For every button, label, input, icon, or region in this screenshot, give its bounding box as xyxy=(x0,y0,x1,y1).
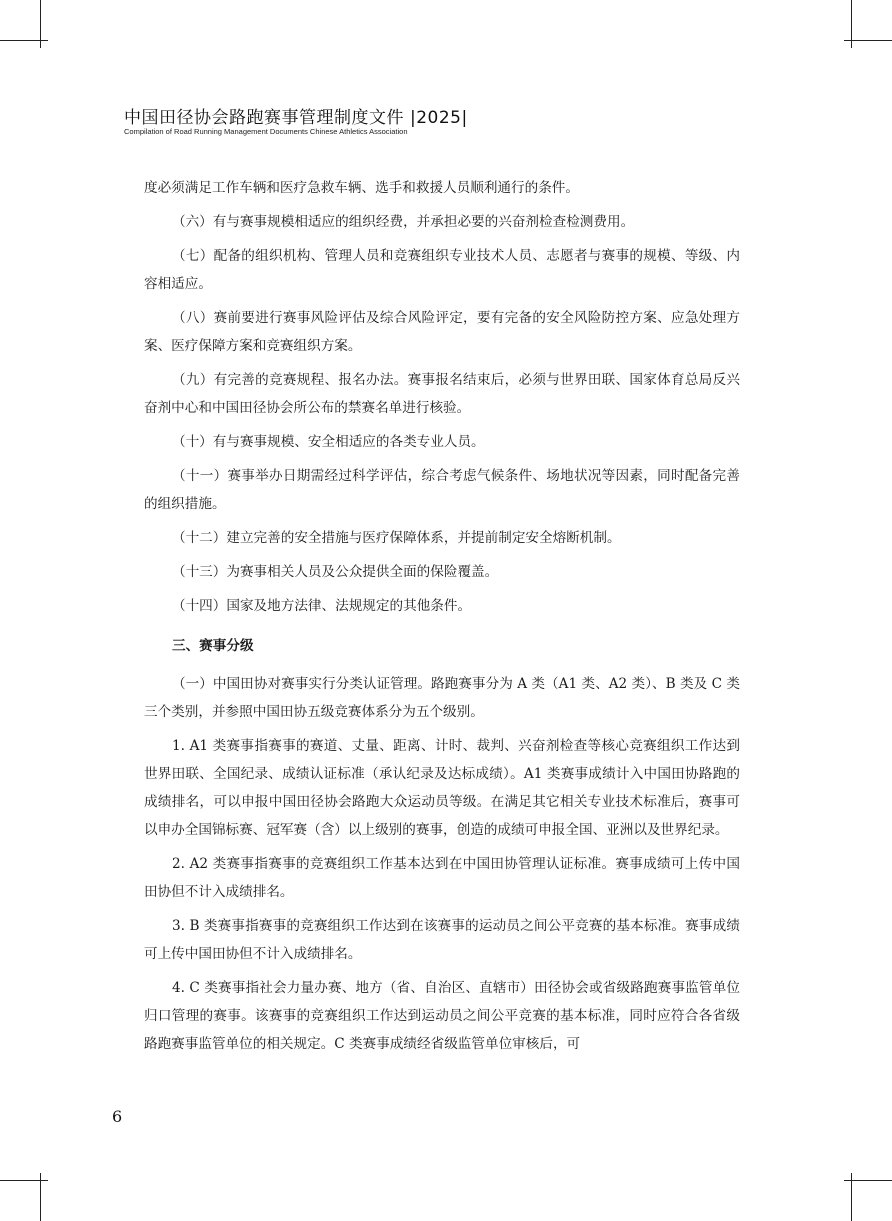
crop-mark xyxy=(844,40,892,41)
paragraph: 4. C 类赛事指社会力量办赛、地方（省、自治区、直辖市）田径协会或省级路跑赛事监管单位归口管理的赛事。该赛事的竞赛组织工作达到运动员之间公平竞赛的基本标准，同时应符合各省级路跑赛事监管单位的相关规定。C 类赛事成绩经省级监管单位审核后，可 xyxy=(144,980,740,1052)
paragraph: （十三）为赛事相关人员及公众提供全面的保险覆盖。 xyxy=(172,564,499,580)
paragraph: （十一）赛事举办日期需经过科学评估，综合考虑气候条件、场地状况等因素，同时配备完善的组织措施。 xyxy=(144,468,740,512)
paragraph: （九）有完善的竞赛规程、报名办法。赛事报名结束后，必须与世界田联、国家体育总局反兴奋剂中心和中国田径协会所公布的禁赛名单进行核验。 xyxy=(144,372,740,416)
header-subtitle: Compilation of Road Running Management Documents Chinese Athletics Association xyxy=(124,127,408,136)
paragraph: （一）中国田协对赛事实行分类认证管理。路跑赛事分为 A 类（A1 类、A2 类）、B 类及 C 类三个类别，并参照中国田协五级竞赛体系分为五个级别。 xyxy=(144,676,740,720)
header-title: 中国田径协会路跑赛事管理制度文件 xyxy=(124,108,404,128)
paragraph: （八）赛前要进行赛事风险评估及综合风险评定，要有完备的安全风险防控方案、应急处理方案、医疗保障方案和竞赛组织方案。 xyxy=(144,310,740,354)
paragraph: 2. A2 类赛事指赛事的竞赛组织工作基本达到在中国田协管理认证标准。赛事成绩可上传中国田协但不计入成绩排名。 xyxy=(144,856,740,900)
crop-mark xyxy=(844,1180,892,1181)
paragraph: （七）配备的组织机构、管理人员和竞赛组织专业技术人员、志愿者与赛事的规模、等级、内容相适应。 xyxy=(144,248,740,292)
running-header xyxy=(124,103,468,128)
paragraph: 1. A1 类赛事指赛事的赛道、丈量、距离、计时、裁判、兴奋剂检查等核心竞赛组织工作达到世界田联、全国纪录、成绩认证标准（承认纪录及达标成绩）。A1 类赛事成绩计入中国田协路跑的成绩排名，可以申报中国田径协会路跑大众运动员等级。在满足其它相关专业技术标准后，赛事可以申办全国锦标赛、冠军赛（含）以上级别的赛事，创造的成绩可申报全国、亚洲以及世界纪录。 xyxy=(144,738,740,838)
paragraph: 3. B 类赛事指赛事的竞赛组织工作达到在该赛事的运动员之间公平竞赛的基本标准。赛事成绩可上传中国田协但不计入成绩排名。 xyxy=(144,918,740,962)
paragraph: （六）有与赛事规模相适应的组织经费，并承担必要的兴奋剂检查检测费用。 xyxy=(172,214,635,230)
header-year: |2025| xyxy=(410,108,468,128)
document-body xyxy=(144,174,740,1064)
paragraph: （十）有与赛事规模、安全相适应的各类专业人员。 xyxy=(172,434,485,450)
paragraph: 度必须满足工作车辆和医疗急救车辆、选手和救援人员顺利通行的条件。 xyxy=(144,180,579,196)
paragraph: （十四）国家及地方法律、法规规定的其他条件。 xyxy=(172,598,472,614)
section-heading: 三、赛事分级 xyxy=(172,638,254,654)
paragraph: （十二）建立完善的安全措施与医疗保障体系，并提前制定安全熔断机制。 xyxy=(172,530,621,546)
crop-mark xyxy=(0,1180,48,1181)
page-number: 6 xyxy=(112,1107,123,1126)
crop-mark xyxy=(0,40,48,41)
